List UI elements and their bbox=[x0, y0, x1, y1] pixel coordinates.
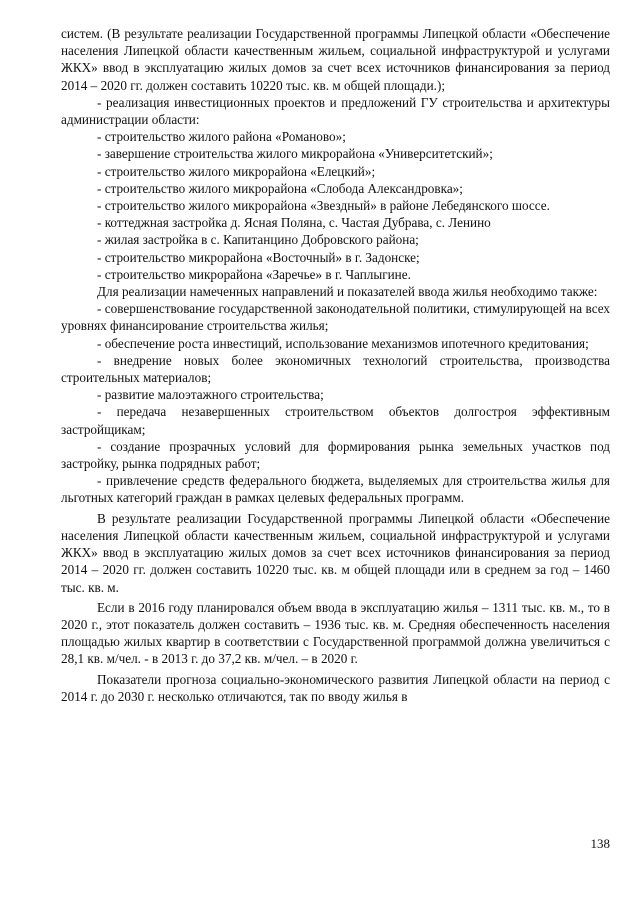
list-item: - завершение строительства жилого микрорайона «Университетский»; bbox=[97, 146, 493, 162]
list-item: - коттеджная застройка д. Ясная Поляна, с. Частая Дубрава, с. Ленино bbox=[97, 215, 491, 231]
body-text bbox=[61, 25, 610, 705]
paragraph: систем. (В результате реализации Государственной программы Липецкой области «Обеспечение населения Липецкой области качественным жильем, социальной инфраструктурой и услугами ЖКХ» ввод в эксплуатацию жилых домов за счет всех источников финансирования за период 2014 – 2020 гг. должен составить 10220 тыс. кв. м общей площади.); bbox=[61, 26, 610, 93]
paragraph: В результате реализации Государственной программы Липецкой области «Обеспечение населения Липецкой области качественным жильем, социальной инфраструктурой и услугами ЖКХ» ввод в эксплуатацию жилых домов за счет всех источников финансирования за период 2014 – 2020 гг. должен составить 10220 тыс. кв. м общей площади или в среднем за год – 1460 тыс. кв. м. bbox=[61, 510, 610, 595]
list-item: - развитие малоэтажного строительства; bbox=[97, 387, 324, 403]
list-item: - строительство жилого микрорайона «Слобода Александровка»; bbox=[97, 180, 463, 196]
list-item: - жилая застройка в с. Капитанцино Добровского района; bbox=[97, 232, 419, 248]
list-item: - внедрение новых более экономичных технологий строительства, производства строительных материалов; bbox=[61, 352, 610, 386]
paragraph: Показатели прогноза социально-экономического развития Липецкой области на период с 2014 г. до 2030 г. несколько отличаются, так по вводу жилья в bbox=[61, 671, 610, 704]
page-number: 138 bbox=[590, 836, 610, 851]
paragraph: Для реализации намеченных направлений и показателей ввода жилья необходимо также: bbox=[97, 284, 598, 300]
list-item: - обеспечение роста инвестиций, использование механизмов ипотечного кредитования; bbox=[97, 335, 589, 351]
list-item: - привлечение средств федерального бюджета, выделяемых для строительства жилья для льготных категорий граждан в рамках целевых федеральных программ. bbox=[61, 473, 610, 506]
list-item: - строительство жилого микрорайона «Елецкий»; bbox=[97, 163, 376, 179]
list-item: - совершенствование государственной законодательной политики, стимулирующей на всех уровнях финансирование строительства жилья; bbox=[61, 301, 610, 334]
list-item: - строительство жилого микрорайона «Звездный» в районе Лебедянского шоссе. bbox=[97, 198, 550, 214]
list-item: - строительство жилого района «Романово»; bbox=[97, 129, 346, 145]
list-item: - создание прозрачных условий для формирования рынка земельных участков под застройку, рынка подрядных работ; bbox=[61, 438, 610, 472]
list-item: - строительство микрорайона «Заречье» в г. Чаплыгине. bbox=[97, 266, 411, 282]
paragraph: - реализация инвестиционных проектов и предложений ГУ строительства и архитектуры администрации области: bbox=[61, 94, 610, 128]
paragraph: Если в 2016 году планировался объем ввода в эксплуатацию жилья – 1311 тыс. кв. м., то в 2020 г., этот показатель должен составить – 1936 тыс. кв. м. Средняя обеспеченность населения площадью жилых квартир в соответствии с Государственной программой должна увеличиться с 28,1 кв. м/чел. - в 2013 г. до 37,2 кв. м/чел. – в 2020 г. bbox=[61, 599, 610, 667]
list-item: - строительство микрорайона «Восточный» в г. Задонске; bbox=[97, 249, 420, 265]
list-item: - передача незавершенных строительством объектов долгостроя эффективным застройщикам; bbox=[61, 404, 610, 437]
